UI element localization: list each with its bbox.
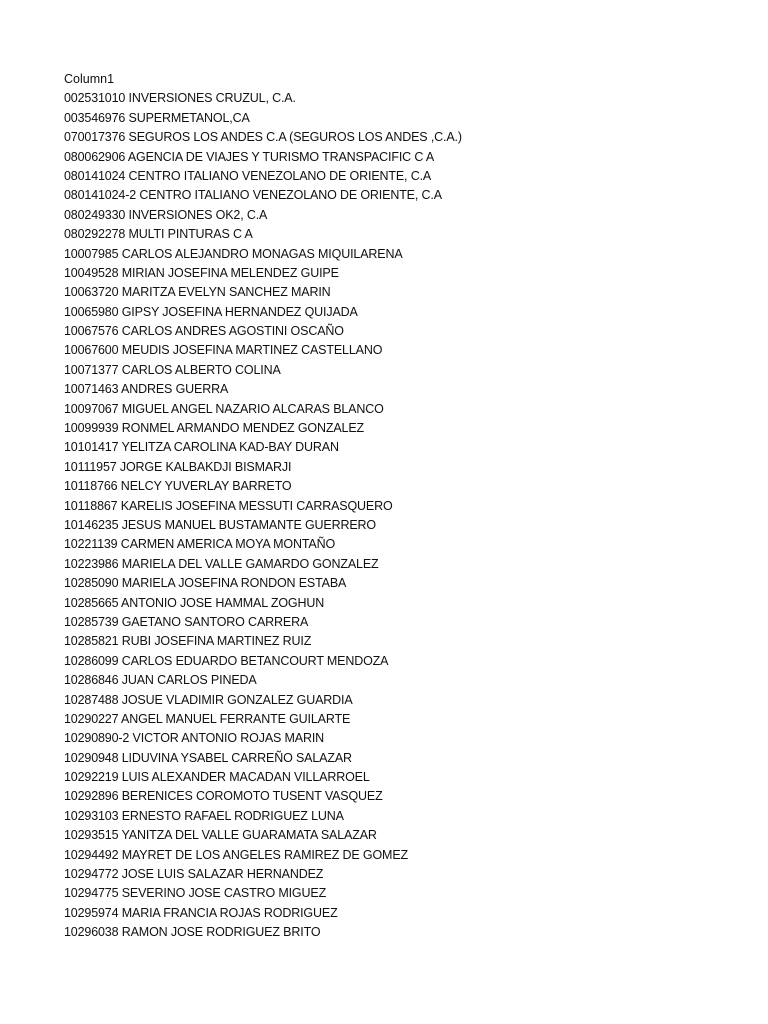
list-item: 10286846 JUAN CARLOS PINEDA	[64, 673, 257, 688]
entry-list	[64, 89, 744, 942]
list-item: 080141024-2 CENTRO ITALIANO VENEZOLANO DE ORIENTE, C.A	[64, 188, 442, 203]
list-item: 10292896 BERENICES COROMOTO TUSENT VASQUEZ	[64, 789, 383, 804]
list-item: 070017376 SEGUROS LOS ANDES C.A (SEGUROS LOS ANDES ,C.A.)	[64, 130, 462, 145]
list-item: 080292278 MULTI PINTURAS C A	[64, 227, 253, 242]
list-item: 10293103 ERNESTO RAFAEL RODRIGUEZ LUNA	[64, 808, 344, 823]
list-item: 10285739 GAETANO SANTORO CARRERA	[64, 614, 309, 629]
list-item: 10295974 MARIA FRANCIA ROJAS RODRIGUEZ	[64, 905, 338, 920]
list-item: 10285821 RUBI JOSEFINA MARTINEZ RUIZ	[64, 634, 312, 649]
list-item: 10111957 JORGE KALBAKDJI BISMARJI	[64, 459, 292, 474]
list-item: 002531010 INVERSIONES CRUZUL, C.A.	[64, 91, 296, 106]
list-item: 10071463 ANDRES GUERRA	[64, 382, 229, 397]
list-item: 080141024 CENTRO ITALIANO VENEZOLANO DE ORIENTE, C.A	[64, 168, 432, 183]
list-item: 10071377 CARLOS ALBERTO COLINA	[64, 362, 281, 377]
list-item: 10067600 MEUDIS JOSEFINA MARTINEZ CASTELLANO	[64, 343, 383, 358]
list-item: 10290890-2 VICTOR ANTONIO ROJAS MARIN	[64, 731, 325, 746]
list-item: 10285665 ANTONIO JOSE HAMMAL ZOGHUN	[64, 595, 325, 610]
list-item: 10118867 KARELIS JOSEFINA MESSUTI CARRASQUERO	[64, 498, 393, 513]
list-item: 10101417 YELITZA CAROLINA KAD-BAY DURAN	[64, 440, 339, 455]
list-item: 10293515 YANITZA DEL VALLE GUARAMATA SALAZAR	[64, 828, 377, 843]
list-item: 10294492 MAYRET DE LOS ANGELES RAMIREZ DE GOMEZ	[64, 847, 408, 862]
list-item: 10049528 MIRIAN JOSEFINA MELENDEZ GUIPE	[64, 265, 339, 280]
column-header: Column1	[64, 72, 115, 86]
list-item: 10065980 GIPSY JOSEFINA HERNANDEZ QUIJADA	[64, 304, 358, 319]
list-item: 10294772 JOSE LUIS SALAZAR HERNANDEZ	[64, 867, 324, 882]
list-item: 10099939 RONMEL ARMANDO MENDEZ GONZALEZ	[64, 421, 365, 436]
document-sheet	[64, 70, 744, 943]
list-item: 10067576 CARLOS ANDRES AGOSTINI OSCAÑO	[64, 324, 344, 339]
list-item: 10292219 LUIS ALEXANDER MACADAN VILLARROEL	[64, 770, 370, 785]
list-item: 080249330 INVERSIONES OK2, C.A	[64, 207, 268, 222]
list-item: 10286099 CARLOS EDUARDO BETANCOURT MENDOZA	[64, 653, 389, 668]
list-item: 080062906 AGENCIA DE VIAJES Y TURISMO TRANSPACIFIC C A	[64, 149, 435, 164]
list-item: 10007985 CARLOS ALEJANDRO MONAGAS MIQUILARENA	[64, 246, 403, 261]
list-item: 10223986 MARIELA DEL VALLE GAMARDO GONZALEZ	[64, 556, 379, 571]
list-item: 10118766 NELCY YUVERLAY BARRETO	[64, 479, 292, 494]
list-item: 10287488 JOSUE VLADIMIR GONZALEZ GUARDIA	[64, 692, 353, 707]
list-item: 10221139 CARMEN AMERICA MOYA MONTAÑO	[64, 537, 336, 552]
list-item: 10290948 LIDUVINA YSABEL CARREÑO SALAZAR	[64, 750, 352, 765]
list-item: 003546976 SUPERMETANOL,CA	[64, 110, 250, 125]
list-item: 10285090 MARIELA JOSEFINA RONDON ESTABA	[64, 576, 347, 591]
list-item: 10097067 MIGUEL ANGEL NAZARIO ALCARAS BLANCO	[64, 401, 384, 416]
list-item: 10296038 RAMON JOSE RODRIGUEZ BRITO	[64, 925, 321, 940]
list-item: 10146235 JESUS MANUEL BUSTAMANTE GUERRERO	[64, 517, 377, 532]
list-item: 10294775 SEVERINO JOSE CASTRO MIGUEZ	[64, 886, 327, 901]
list-item: 10063720 MARITZA EVELYN SANCHEZ MARIN	[64, 285, 331, 300]
list-item: 10290227 ANGEL MANUEL FERRANTE GUILARTE	[64, 711, 351, 726]
